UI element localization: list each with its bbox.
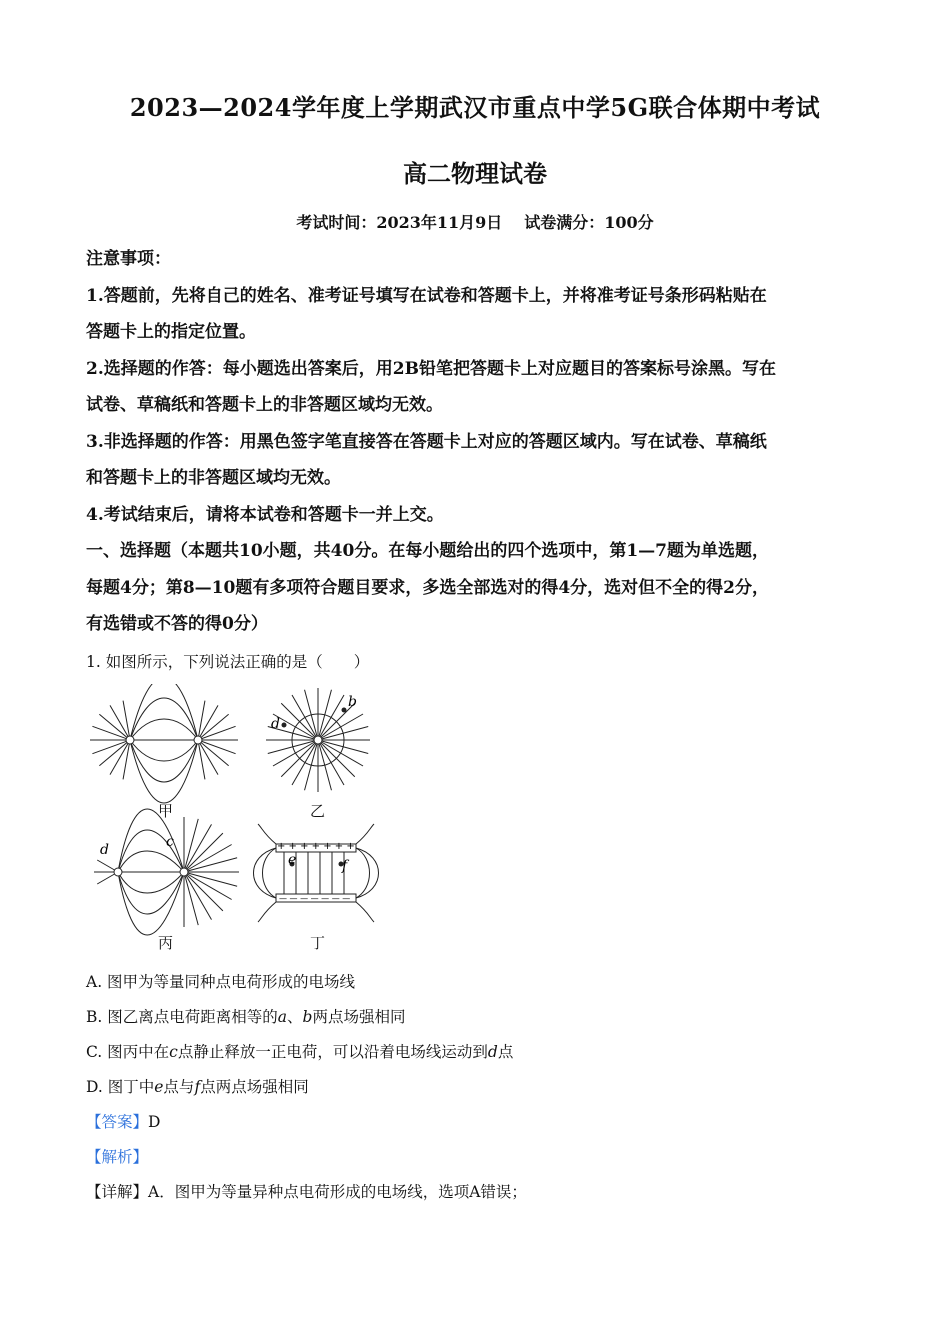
answer-value: D — [148, 1113, 161, 1131]
point-label-d-yi: d — [271, 716, 280, 732]
option-c-point-d: d — [487, 1043, 498, 1061]
option-b-tail: 两点场强相同 — [312, 1008, 406, 1026]
figure-label-jia: 甲 — [158, 802, 174, 820]
option-d-point-f: f — [194, 1078, 201, 1096]
answer-tag: 【答案】 — [86, 1113, 149, 1131]
detail-line — [86, 1180, 527, 1202]
option-b — [86, 1005, 405, 1027]
detail-text: A．图甲为等量异种点电荷形成的电场线，选项A错误； — [148, 1183, 527, 1201]
diagram-jia — [90, 684, 238, 803]
section-heading-line: 有选错或不答的得0分） — [86, 614, 268, 634]
figure-label-yi: 乙 — [310, 802, 326, 820]
option-d-text: D. 图丁中 — [86, 1078, 155, 1096]
point-label-e: e — [288, 852, 297, 868]
answer-line — [86, 1110, 160, 1132]
field-lines-figure — [86, 684, 386, 954]
note-line: 3.非选择题的作答：用黑色签字笔直接答在答题卡上对应的答题区域内。写在试卷、草稿纸 — [86, 431, 767, 452]
point-label-c: c — [166, 834, 174, 850]
notes-section — [86, 246, 876, 648]
option-b-point-a: a — [277, 1008, 287, 1026]
analysis-line — [86, 1145, 148, 1167]
note-line: 试卷、草稿纸和答题卡上的非答题区域均无效。 — [86, 395, 443, 415]
option-d-tail: 点两点场强相同 — [200, 1078, 309, 1096]
diagram-ding — [254, 824, 379, 922]
option-b-point-b: b — [302, 1008, 313, 1026]
diagram-bing — [94, 809, 239, 935]
plate-bottom-signs: — — — — — — — — [279, 894, 351, 903]
exam-time: 考试时间：2023年11月9日 — [296, 213, 503, 232]
figure-label-bing: 丙 — [158, 934, 174, 952]
note-line: 答题卡上的指定位置。 — [86, 322, 256, 342]
option-b-text: B. 图乙离点电荷距离相等的 — [86, 1008, 278, 1026]
section-heading-line: 每题4分；第8—10题有多项符合题目要求，多选全部选对的得4分，选对但不全的得2分， — [86, 577, 769, 598]
option-a: A. 图甲为等量同种点电荷形成的电场线 — [86, 973, 356, 991]
point-label-f: f — [342, 858, 348, 874]
exam-info — [0, 210, 950, 233]
note-line: 2.选择题的作答：每小题选出答案后，用2B铅笔把答题卡上对应题目的答案标号涂黑。写在 — [86, 358, 776, 379]
option-d-point-e: e — [154, 1078, 164, 1096]
section-heading-line: 一、选择题（本题共10小题，共40分。在每小题给出的四个选项中，第1—7题为单选题， — [86, 541, 769, 561]
point-label-b: b — [348, 694, 357, 710]
option-c — [86, 1040, 513, 1062]
option-d-mid: 点与 — [163, 1078, 195, 1096]
option-c-text: C. 图丙中在 — [86, 1043, 170, 1061]
plate-top-signs: + + + + + + + — [277, 841, 355, 852]
exam-subtitle: 高二物理试卷 — [403, 159, 547, 188]
option-d — [86, 1075, 309, 1097]
exam-title: 2023—2024学年度上学期武汉市重点中学5G联合体期中考试 — [129, 93, 821, 122]
note-line: 4.考试结束后，请将本试卷和答题卡一并上交。 — [86, 504, 444, 525]
full-score: 试卷满分：100分 — [524, 213, 654, 232]
point-label-d: d — [100, 842, 109, 858]
question-1-stem: 1. 如图所示，下列说法正确的是（ ） — [86, 653, 370, 671]
option-c-mid: 点静止释放一正电荷，可以沿着电场线运动到 — [177, 1043, 488, 1061]
option-c-point-c: c — [169, 1043, 178, 1061]
note-line: 1.答题前，先将自己的姓名、准考证号填写在试卷和答题卡上，并将准考证号条形码粘贴在 — [86, 285, 767, 306]
figure-label-ding: 丁 — [310, 934, 326, 952]
note-line: 和答题卡上的非答题区域均无效。 — [86, 468, 341, 488]
notes-heading: 注意事项： — [86, 249, 171, 269]
option-b-sep: 、 — [287, 1008, 303, 1026]
field-lines-svg — [86, 684, 386, 954]
detail-tag: 【详解】 — [86, 1183, 149, 1201]
option-c-tail: 点 — [497, 1043, 514, 1061]
analysis-tag: 【解析】 — [86, 1148, 149, 1166]
